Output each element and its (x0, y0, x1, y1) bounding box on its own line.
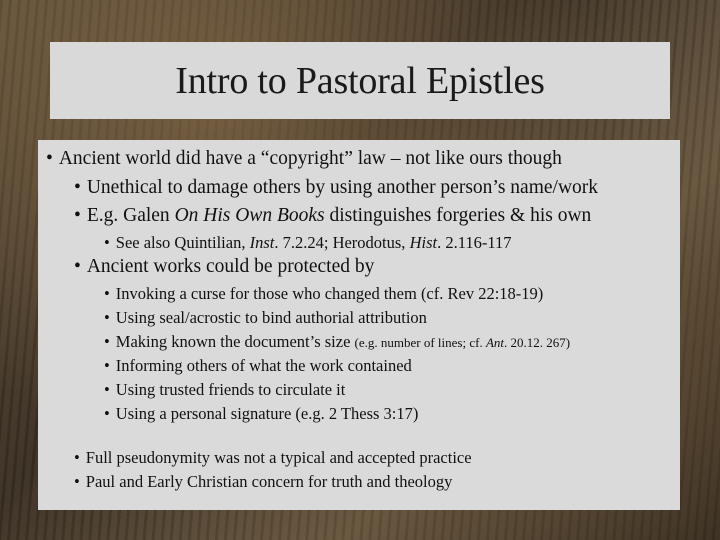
bullet-item (74, 177, 598, 199)
bullet-text: Full pseudonymity was not a typical and accepted practice (85, 448, 472, 467)
bullet-item (46, 148, 562, 170)
bullet-note: (e.g. number of lines; cf. (354, 335, 486, 350)
bullet-text-mid: . 7.2.24; Herodotus, (274, 233, 410, 252)
bullet-dot-icon: • (74, 448, 80, 467)
bullet-dot-icon: • (74, 472, 80, 491)
work-abbrev: Ant (485, 335, 505, 350)
bullet-dot-icon: • (104, 332, 110, 351)
bullet-dot-icon: • (104, 404, 110, 423)
bullet-text-pre: See also Quintilian, (115, 233, 250, 252)
bullet-dot-icon: • (104, 380, 110, 399)
bullet-item (104, 332, 570, 352)
bullet-item (74, 256, 374, 278)
bullet-item (104, 308, 427, 328)
bullet-item (74, 472, 452, 492)
work-abbrev: Hist (409, 233, 438, 252)
bullet-item (74, 205, 591, 227)
bullet-text: Using seal/acrostic to bind authorial attribution (115, 308, 427, 327)
bullet-text: Invoking a curse for those who changed them (cf. Rev 22:18-19) (115, 284, 544, 303)
bullet-dot-icon: • (74, 177, 81, 198)
bullet-dot-icon: • (74, 256, 81, 277)
bullet-dot-icon: • (104, 308, 110, 327)
bullet-text-post: . 2.116-117 (437, 233, 512, 252)
bullet-dot-icon: • (104, 356, 110, 375)
bullet-text-post: distinguishes forgeries & his own (324, 205, 592, 226)
bullet-text: Ancient works could be protected by (86, 256, 375, 277)
bullet-item (104, 404, 418, 424)
book-title: On His Own Books (174, 205, 325, 226)
slide-title: Intro to Pastoral Epistles (175, 59, 545, 102)
bullet-item (104, 356, 412, 376)
bullet-text-pre: E.g. Galen (86, 205, 175, 226)
bullet-dot-icon: • (46, 148, 53, 169)
bullet-note: . 20.12. 267) (504, 335, 571, 350)
bullet-item (104, 233, 511, 253)
bullet-item (104, 284, 543, 304)
bullet-dot-icon: • (104, 284, 110, 303)
bullet-item (104, 380, 345, 400)
bullet-text: Using trusted friends to circulate it (115, 380, 346, 399)
work-abbrev: Inst (249, 233, 275, 252)
bullet-text-pre: Making known the document’s size (115, 332, 355, 351)
bullet-dot-icon: • (74, 205, 81, 226)
title-box (50, 42, 670, 119)
bullet-text: Ancient world did have a “copyright” law – not like ours though (58, 148, 562, 169)
content-box (38, 140, 680, 510)
bullet-text: Unethical to damage others by using another person’s name/work (86, 177, 599, 198)
bullet-item (74, 448, 472, 468)
bullet-text: Informing others of what the work contained (115, 356, 412, 375)
bullet-text: Using a personal signature (e.g. 2 Thess 3:17) (115, 404, 419, 423)
bullet-dot-icon: • (104, 233, 110, 252)
bullet-text: Paul and Early Christian concern for truth and theology (85, 472, 453, 491)
